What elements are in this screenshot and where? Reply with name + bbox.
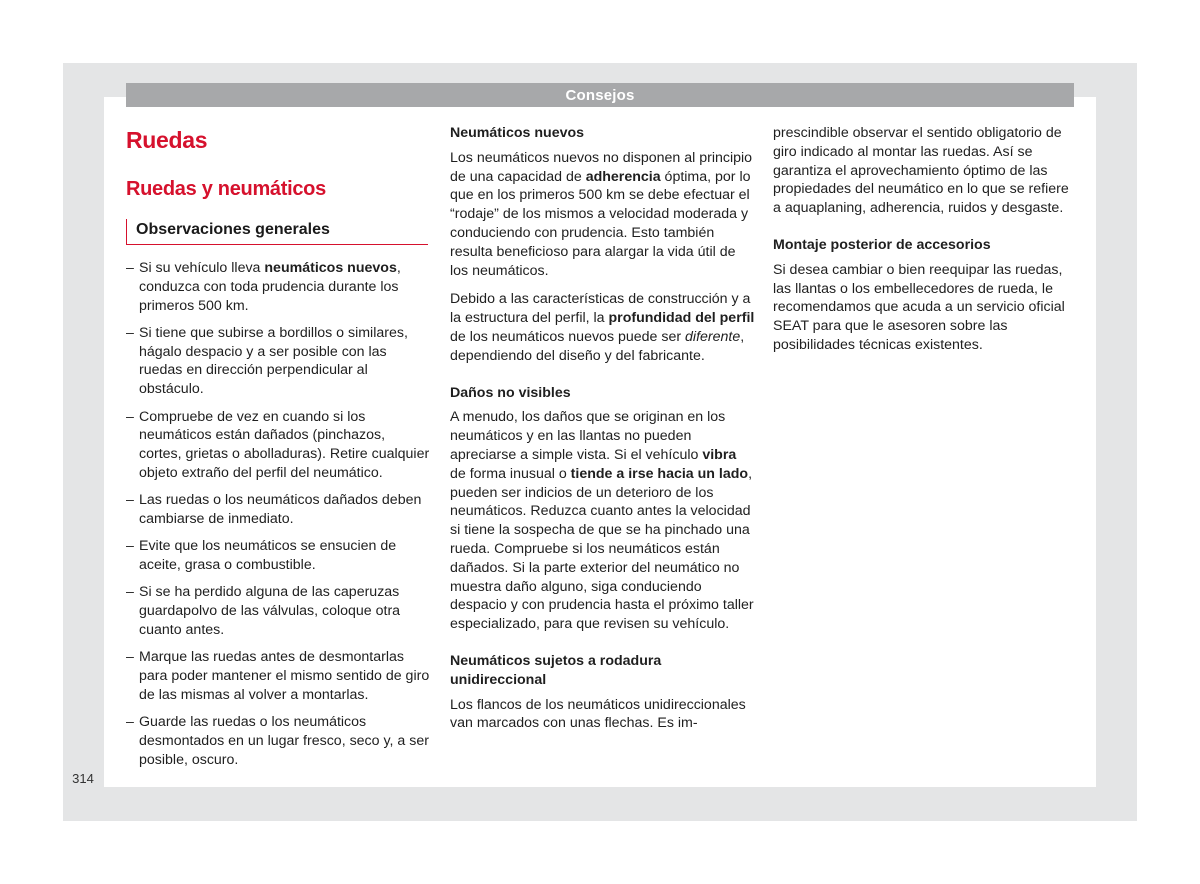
- paragraph: Debido a las características de construcción y a la estructura del perfil, la profundidad del perfil de los neumáticos nuevos puede ser diferente, dependiendo del diseño y del fabricante.: [450, 291, 755, 364]
- column-1: [126, 124, 431, 778]
- list-item: – Compruebe de vez en cuando si los neumáticos están dañados (pinchazos, cortes, grietas o abolladuras). Retire cualquier objeto extraño del perfil del neumático.: [126, 408, 430, 481]
- heading-accessories: Montaje posterior de accesorios: [773, 236, 991, 253]
- dash-bullet: –: [126, 408, 134, 425]
- emphasis: profundidad del perfil: [608, 310, 755, 327]
- dash-bullet: –: [126, 714, 134, 731]
- list-item: – Evite que los neumáticos se ensucien de aceite, grasa o combustible.: [126, 538, 397, 574]
- paragraph: Los flancos de los neumáticos unidireccionales van marcados con unas flechas. Es im-: [450, 696, 746, 732]
- dash-bullet: –: [126, 538, 134, 555]
- paragraph: prescindible observar el sentido obligatorio de giro indicado al montar las ruedas. Así se garantiza el aprovechamiento óptimo de las propiedades del neumático en lo que se refiere a aquaplaning, adherencia, ruidos y desgaste.: [773, 125, 1069, 217]
- heading-unidirectional-tyres: Neumáticos sujetos a rodadura unidireccional: [450, 652, 662, 688]
- list-item: – Si su vehículo lleva neumáticos nuevos, conduzca con toda prudencia durante los primeros 500 km.: [126, 260, 401, 314]
- subsection-title: Observaciones generales: [126, 219, 428, 245]
- emphasis: adherencia: [585, 168, 661, 185]
- emphasis: neumáticos nuevos: [264, 260, 397, 276]
- list-item: – Marque las ruedas antes de desmontarlas para poder mantener el mismo sentido de giro de las mismas al volver a montarlas.: [126, 649, 430, 703]
- heading-hidden-damage: Daños no visibles: [450, 384, 571, 401]
- italic-emphasis: diferente: [685, 328, 741, 345]
- list-item: – Guarde las ruedas o los neumáticos desmontados en un lugar fresco, seco y, a ser posible, oscuro.: [126, 714, 429, 768]
- section-header-bar: [126, 83, 1074, 107]
- dash-bullet: –: [126, 492, 134, 509]
- column-2: [450, 124, 755, 743]
- list-item: – Si se ha perdido alguna de las caperuzas guardapolvo de las válvulas, coloque otra cuanto antes.: [126, 584, 401, 639]
- column-3: [773, 124, 1078, 365]
- section-title: Ruedas y neumáticos: [126, 178, 326, 200]
- paragraph: Los neumáticos nuevos no disponen al principio de una capacidad de adherencia óptima, por lo que en los primeros 500 km se debe efectuar el “rodaje” de los mismos a velocidad moderada y conduciendo con prudencia. Esto también resulta beneficioso para alargar la vida útil de los neumáticos.: [450, 149, 753, 279]
- list-item: – Las ruedas o los neumáticos dañados deben cambiarse de inmediato.: [126, 492, 422, 528]
- dash-bullet: –: [126, 649, 134, 666]
- chapter-title: Ruedas: [126, 127, 208, 153]
- advice-list: [126, 259, 431, 770]
- section-header-title: Consejos: [565, 87, 635, 104]
- page-number: 314: [72, 771, 94, 786]
- emphasis: vibra: [702, 446, 737, 463]
- heading-new-tyres: Neumáticos nuevos: [450, 125, 585, 141]
- paragraph: A menudo, los daños que se originan en los neumáticos y en las llantas no pueden apreciarse a simple vista. Si el vehículo vibra de forma inusual o tiende a irse hacia un lado, pueden ser indicios de un deterioro de los neumáticos. Reduzca cuanto antes la velocidad si tiene la sospecha de que se ha pinchado una rueda. Compruebe si los neumáticos están dañados. Si la parte exterior del neumático no muestra daño alguno, siga conduciendo despacio y con prudencia hasta el próximo taller especializado, para que revisen su vehículo.: [450, 409, 754, 633]
- list-item: – Si tiene que subirse a bordillos o similares, hágalo despacio y a ser posible con las ruedas en dirección perpendicular al obstáculo.: [126, 324, 408, 398]
- dash-bullet: –: [126, 324, 134, 341]
- emphasis: tiende a irse hacia un lado: [570, 465, 749, 482]
- paragraph: Si desea cambiar o bien reequipar las ruedas, las llantas o los embellecedores de rueda, le recomendamos que acuda a un servicio oficial SEAT para que le asesoren sobre las posibilidades técnicas existentes.: [773, 261, 1065, 353]
- dash-bullet: –: [126, 260, 134, 276]
- dash-bullet: –: [126, 584, 134, 601]
